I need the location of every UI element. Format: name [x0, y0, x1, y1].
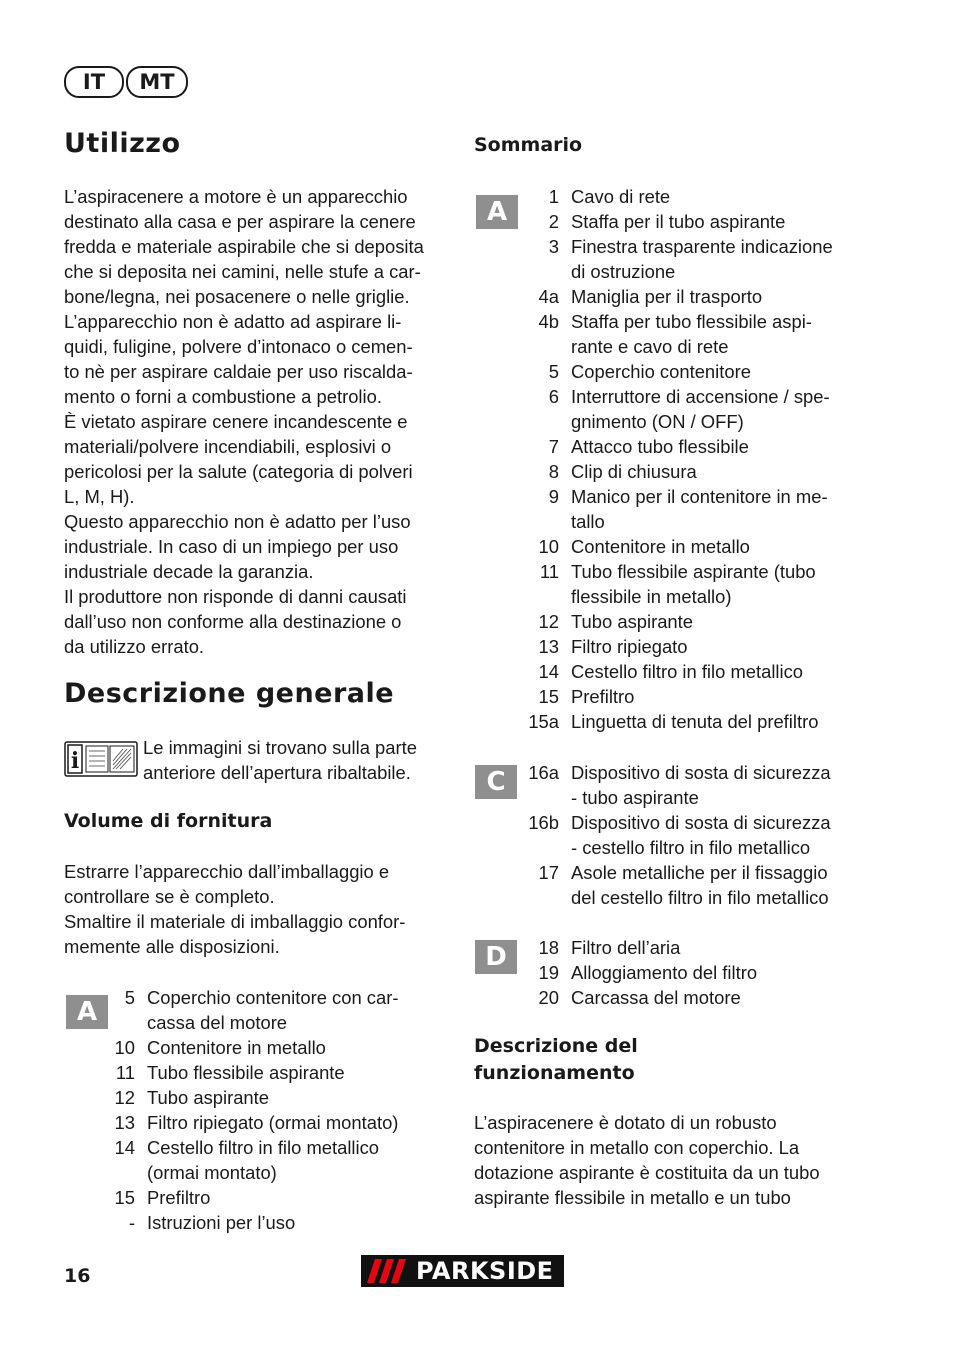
- list-item: [515, 384, 833, 409]
- item-number: [515, 785, 559, 810]
- list-item: [515, 935, 757, 960]
- paragraph-line: da utilizzo errato.: [64, 636, 205, 657]
- paragraph-line: memente alle disposizioni.: [64, 936, 280, 957]
- paragraph-line: dotazione aspirante è costituita da un tubo: [474, 1162, 820, 1183]
- item-number: 14: [538, 661, 559, 682]
- language-badge-mt: MT: [126, 66, 188, 98]
- sommario-list-d: [515, 935, 757, 1010]
- sommario-list-c: [515, 760, 831, 910]
- item-text: Clip di chiusura: [571, 461, 697, 482]
- list-item: [515, 334, 833, 359]
- item-number: 15: [114, 1187, 135, 1208]
- item-number: 12: [114, 1087, 135, 1108]
- list-item: [515, 209, 833, 234]
- item-text: Tubo flessibile aspirante: [147, 1062, 345, 1083]
- list-item: [515, 309, 833, 334]
- item-text: Prefiltro: [571, 686, 635, 707]
- paragraph-line: pericolosi per la salute (categoria di polveri: [64, 461, 413, 482]
- list-item: [515, 885, 831, 910]
- item-number: 14: [114, 1137, 135, 1158]
- list-item: [515, 684, 833, 709]
- funzionamento-heading-line: Descrizione del: [474, 1035, 638, 1057]
- item-text: Filtro dell’aria: [571, 937, 681, 958]
- figure-badge-a: A: [476, 195, 518, 229]
- list-item: [515, 459, 833, 484]
- list-item: [515, 609, 833, 634]
- item-text: Tubo flessibile aspirante (tubo: [571, 561, 816, 582]
- item-number: 20: [538, 987, 559, 1008]
- item-text: cassa del motore: [147, 1012, 288, 1033]
- paragraph-line: Estrarre l’apparecchio dall’imballaggio e: [64, 861, 390, 882]
- paragraph-line: quidi, fuligine, polvere d’intonaco o cemen-: [64, 336, 413, 357]
- item-number: [515, 509, 559, 534]
- item-text: tallo: [571, 511, 605, 532]
- utilizzo-heading: Utilizzo: [64, 128, 181, 159]
- list-item: [515, 409, 833, 434]
- item-text: Interruttore di accensione / spe-: [571, 386, 830, 407]
- paragraph-line: che si deposita nei camini, nelle stufe a car-: [64, 261, 421, 282]
- item-number: [515, 334, 559, 359]
- item-text: Asole metalliche per il fissaggio: [571, 862, 828, 883]
- item-number: 18: [538, 937, 559, 958]
- item-number: 7: [548, 436, 559, 457]
- logo-stripes-icon: [367, 1259, 415, 1283]
- list-item: [515, 709, 833, 734]
- figure-badge-c: C: [475, 765, 517, 799]
- language-badge-it: IT: [64, 66, 124, 98]
- item-number: 13: [114, 1112, 135, 1133]
- list-item: [515, 184, 833, 209]
- logo-brand-text: PARKSIDE: [416, 1257, 554, 1285]
- item-number: 1: [548, 186, 559, 207]
- list-item: [515, 760, 831, 785]
- descrizione-generale-heading: Descrizione generale: [64, 678, 395, 709]
- paragraph-line: mento o forni a combustione a petrolio.: [64, 386, 382, 407]
- paragraph-line: materiali/polvere incendiabili, esplosivi o: [64, 436, 392, 457]
- item-text: Coperchio contenitore con car-: [147, 987, 399, 1008]
- item-text: Tubo aspirante: [147, 1087, 269, 1108]
- paragraph-line: Il produttore non risponde di danni causati: [64, 586, 407, 607]
- fornitura-list: [100, 985, 398, 1235]
- paragraph-line: aspirante flessibile in metallo e un tubo: [474, 1187, 791, 1208]
- item-text: Maniglia per il trasporto: [571, 286, 763, 307]
- item-text: Prefiltro: [147, 1187, 211, 1208]
- item-number: 3: [548, 236, 559, 257]
- item-number: 16b: [528, 812, 559, 833]
- item-number: [515, 584, 559, 609]
- list-item: [515, 509, 833, 534]
- list-item: [515, 810, 831, 835]
- item-number: [515, 885, 559, 910]
- item-text: Linguetta di tenuta del prefiltro: [571, 711, 819, 732]
- paragraph-line: Questo apparecchio non è adatto per l’uso: [64, 511, 411, 532]
- item-number: 8: [548, 461, 559, 482]
- item-text: di ostruzione: [571, 261, 676, 282]
- list-item: [515, 584, 833, 609]
- list-item: [515, 985, 757, 1010]
- item-number: 16a: [528, 762, 559, 783]
- logo-registered-mark: ®: [557, 1259, 565, 1268]
- list-item: [515, 359, 833, 384]
- list-item: [515, 534, 833, 559]
- paragraph-line: L, M, H).: [64, 486, 135, 507]
- list-item: [515, 860, 831, 885]
- item-number: 9: [548, 486, 559, 507]
- item-text: - cestello filtro in filo metallico: [571, 837, 811, 858]
- item-number: [100, 1160, 135, 1185]
- item-text: Cestello filtro in filo metallico: [147, 1137, 380, 1158]
- funzionamento-paragraph: [474, 1110, 820, 1210]
- item-number: -: [128, 1212, 135, 1233]
- item-number: [515, 409, 559, 434]
- item-text: Dispositivo di sosta di sicurezza: [571, 812, 831, 833]
- paragraph-line: È vietato aspirare cenere incandescente e: [64, 411, 408, 432]
- paragraph-line: L’apparecchio non è adatto ad aspirare li-: [64, 311, 402, 332]
- item-number: 4b: [538, 311, 559, 332]
- item-number: 10: [538, 536, 559, 557]
- item-text: Carcassa del motore: [571, 987, 741, 1008]
- list-item: [515, 785, 831, 810]
- item-text: Manico per il contenitore in me-: [571, 486, 828, 507]
- item-number: 4a: [538, 286, 559, 307]
- list-item: [515, 484, 833, 509]
- item-number: 15: [538, 686, 559, 707]
- item-text: Finestra trasparente indicazione: [571, 236, 833, 257]
- paragraph-line: destinato alla casa e per aspirare la cenere: [64, 211, 416, 232]
- paragraph-line: controllare se è completo.: [64, 886, 275, 907]
- item-number: 5: [548, 361, 559, 382]
- item-text: del cestello filtro in filo metallico: [571, 887, 829, 908]
- item-number: 17: [538, 862, 559, 883]
- item-text: Contenitore in metallo: [147, 1037, 326, 1058]
- item-number: 10: [114, 1037, 135, 1058]
- paragraph-line: dall’uso non conforme alla destinazione o: [64, 611, 402, 632]
- funzionamento-heading: [474, 1033, 638, 1087]
- item-text: Contenitore in metallo: [571, 536, 750, 557]
- utilizzo-paragraph: [64, 184, 424, 659]
- paragraph-line: bone/legna, nei posacenere o nelle griglie.: [64, 286, 410, 307]
- paragraph-line: L’aspiracenere è dotato di un robusto: [474, 1112, 777, 1133]
- item-text: Cestello filtro in filo metallico: [571, 661, 804, 682]
- item-number: 15a: [528, 711, 559, 732]
- item-text: Istruzioni per l’uso: [147, 1212, 296, 1233]
- list-item: [100, 1185, 398, 1210]
- paragraph-line: to nè per aspirare caldaie per uso riscalda-: [64, 361, 413, 382]
- item-number: 6: [548, 386, 559, 407]
- list-item: [515, 835, 831, 860]
- item-text: - tubo aspirante: [571, 787, 699, 808]
- paragraph-line: industriale. In caso di un impiego per uso: [64, 536, 399, 557]
- list-item: [515, 559, 833, 584]
- item-text: Cavo di rete: [571, 186, 671, 207]
- sommario-heading: Sommario: [474, 134, 583, 156]
- item-number: [100, 1010, 135, 1035]
- item-number: 19: [538, 962, 559, 983]
- item-text: rante e cavo di rete: [571, 336, 729, 357]
- item-number: [515, 259, 559, 284]
- paragraph-line: contenitore in metallo con coperchio. La: [474, 1137, 800, 1158]
- list-item: [515, 634, 833, 659]
- list-item: [100, 1010, 398, 1035]
- svg-text:i: i: [70, 748, 80, 774]
- paragraph-line: L’aspiracenere a motore è un apparecchio: [64, 186, 408, 207]
- paragraph-line: Le immagini si trovano sulla parte: [143, 737, 417, 758]
- paragraph-line: Smaltire il materiale di imballaggio confor-: [64, 911, 406, 932]
- parkside-logo: [361, 1255, 564, 1287]
- list-item: [100, 1135, 398, 1160]
- item-number: 11: [115, 1062, 135, 1083]
- list-item: [515, 259, 833, 284]
- item-number: [515, 835, 559, 860]
- list-item: [515, 434, 833, 459]
- item-text: Alloggiamento del filtro: [571, 962, 758, 983]
- item-text: Coperchio contenitore: [571, 361, 751, 382]
- info-book-icon: [64, 741, 138, 777]
- list-item: [100, 985, 398, 1010]
- list-item: [100, 1085, 398, 1110]
- list-item: [515, 284, 833, 309]
- item-number: 2: [548, 211, 559, 232]
- sommario-list-a: [515, 184, 833, 734]
- item-text: Filtro ripiegato (ormai montato): [147, 1112, 399, 1133]
- item-number: 12: [538, 611, 559, 632]
- volume-di-fornitura-heading: Volume di fornitura: [64, 810, 273, 832]
- figure-badge-d: D: [475, 940, 517, 974]
- paragraph-line: industriale decade la garanzia.: [64, 561, 314, 582]
- item-text: Tubo aspirante: [571, 611, 693, 632]
- funzionamento-heading-line: funzionamento: [474, 1062, 635, 1084]
- item-text: Attacco tubo flessibile: [571, 436, 749, 457]
- list-item: [100, 1210, 398, 1235]
- fornitura-paragraph: [64, 859, 405, 959]
- list-item: [515, 234, 833, 259]
- list-item: [100, 1035, 398, 1060]
- item-text: Dispositivo di sosta di sicurezza: [571, 762, 831, 783]
- item-number: 5: [124, 987, 135, 1008]
- list-item: [515, 659, 833, 684]
- item-text: Staffa per il tubo aspirante: [571, 211, 786, 232]
- item-number: 13: [538, 636, 559, 657]
- item-text: (ormai montato): [147, 1162, 277, 1183]
- list-item: [100, 1110, 398, 1135]
- paragraph-line: anteriore dell’apertura ribaltabile.: [143, 762, 411, 783]
- info-note: [143, 735, 417, 785]
- item-text: Staffa per tubo flessibile aspi-: [571, 311, 812, 332]
- item-number: 11: [539, 561, 559, 582]
- item-text: gnimento (ON / OFF): [571, 411, 744, 432]
- paragraph-line: fredda e materiale aspirabile che si deposita: [64, 236, 424, 257]
- list-item: [100, 1060, 398, 1085]
- list-item: [515, 960, 757, 985]
- list-item: [100, 1160, 398, 1185]
- item-text: flessibile in metallo): [571, 586, 732, 607]
- page-number: 16: [64, 1265, 91, 1287]
- item-text: Filtro ripiegato: [571, 636, 688, 657]
- figure-badge-a-left: A: [66, 995, 108, 1029]
